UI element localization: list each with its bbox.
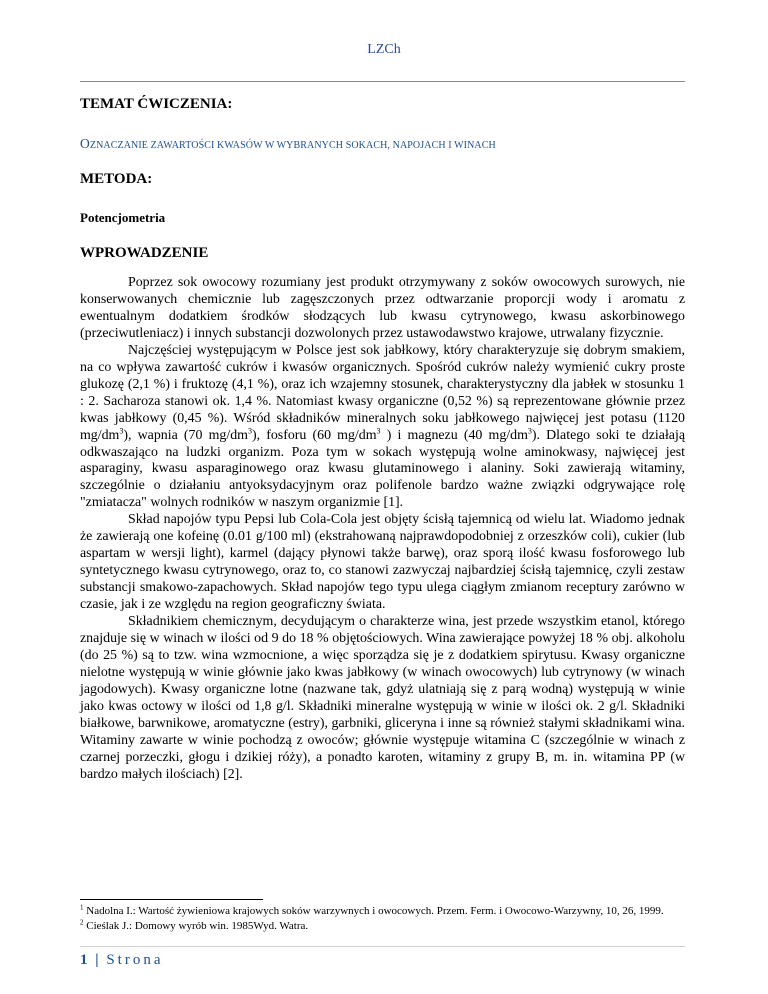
paragraph-cola-drinks: Skład napojów typu Pepsi lub Cola-Cola jest objęty ścisłą tajemnicą od wielu lat. Wiadomo jednak że zawierają one kofeinę (0.01 g/100 ml) (ekstrahowaną najprawdopodobniej z orzeszków coli), cukier (lub aspartam w wersji light), karmel (dający płynowi także barwę), oraz sporą ilość kwasu fosforowego lub syntetycznego kwasu cytrynowego, oraz to, co stanowi zazwyczaj najbardziej ścisłą tajemnicę, czyli zestaw substancji smakowo-zapachowych. Skład napojów tego typu ulega ciągłym zmianom receptury zarówno w czasie, jak i ze względu na region geograficzny świata.	[80, 512, 685, 613]
footer-divider	[80, 946, 685, 947]
paragraph-wine: Składnikiem chemicznym, decydującym o charakterze wina, jest przede wszystkim etanol, którego znajduje się w winach w ilości od 9 do 18 % objętościowych. Wina zawierające powyżej 18 % obj. alkoholu (do 25 %) są to tzw. wina wzmocnione, a więc sporządza się je z dodatkiem spirytusu. Kwasy organiczne nielotne występują w winie głównie jako kwas jabłkowy (w winach owocowych) lub cytrynowy (w winach jagodowych). Kwasy organiczne lotne (nazwane tak, gdyż ulatniają się z parą wodną) występują w winie jako kwas octowy w ilości od 1,8 g/l. Składniki mineralne występują w winie w ilości ok. 2 g/l. Składniki białkowe, barwnikowe, aromatyczne (estry), garbniki, gliceryna i inne są również stałymi składnikami wina. Witaminy zawarte w winie pochodzą z owoców; głównie występuje witamina C (szczególnie w winach z czarnej porzeczki, głogu i dzikiej róży), a ponadto karoten, witaminy z grupy B, m. in. witamina PP (w bardzo małych ilościach) [2].	[80, 614, 685, 782]
method-value: Potencjometria	[80, 210, 166, 225]
intro-heading: WPROWADZENIE	[80, 245, 209, 261]
page-footer: 1 | Strona	[80, 952, 164, 968]
page-label: Strona	[106, 952, 164, 968]
intro-body	[80, 275, 685, 784]
method-heading: METODA:	[80, 171, 153, 187]
topic-heading: TEMAT ĆWICZENIA:	[80, 96, 233, 112]
topic-title: OZNACZANIE ZAWARTOŚCI KWASÓW W WYBRANYCH SOKACH, NAPOJACH I WINACH	[80, 136, 496, 151]
footnote-separator	[80, 899, 263, 900]
document-header-title: LZCh	[367, 42, 401, 57]
paragraph-apple-juice: Najczęściej występującym w Polsce jest sok jabłkowy, który charakteryzuje się dobrym smakiem, na co wpływa zawartość cukrów i kwasów organicznych. Spośród cukrów należy wymienić cukry proste glukozę (2,1 %) i fruktozę (4,1 %), oraz ich wzajemny stosunek, charakterystyczny dla jabłek w stosunku 1 : 2. Sacharoza stanowi ok. 1,4 %. Natomiast kwasy organiczne (0,52 %) są reprezentowane głównie przez kwas jabłkowy (0,45 %). Wśród składników mineralnych soku jabłkowego najwięcej jest potasu (1120 $mg/dm^3$), wapnia (70 $mg/dm^3$), fosforu (60 $mg/dm^3$ ) i magnezu (40 $mg/dm^3$). Dlatego soki te działają odkwaszająco na ludzki organizm. Poza tym w sokach występują wolne aminokwasy, najwięcej jest asparaginy, kwasu asparaginowego oraz kwasu glutaminowego i alaniny. Soki zawierają witaminy, szczególnie o działaniu antyoksydacyjnym oraz polifenole bardzo ważne związki odgrywające rolę "zmiatacza" wolnych rodników w naszym organizmie [1].	[80, 342, 685, 511]
page-content	[80, 96, 685, 784]
footnotes	[80, 904, 685, 933]
header-divider	[80, 81, 685, 82]
footnote-1: $^1$ Nadolna I.: Wartość żywieniowa krajowych soków warzywnych i owocowych. Przem. Ferm. i Owocowo-Warzywny, 10, 26, 1999.	[80, 903, 664, 917]
paragraph-fruit-juice: Poprzez sok owocowy rozumiany jest produkt otrzymywany z soków owocowych surowych, nie konserwowanych chemicznie lub zagęszczonych przez odtwarzanie proporcji wody i aromatu z ewentualnym dodatkiem środków słodzących lub kwasu cytrynowego, kwasu askorbinowego (przeciwutleniacz) i innych substancji dozwolonych przez ustawodawstwo krajowe, utrwalany fizycznie.	[80, 275, 685, 341]
footnote-2: $^2$ Cieślak J.: Domowy wyrób win. 1985Wyd. Watra.	[80, 917, 309, 932]
page-number: 1	[80, 952, 90, 968]
